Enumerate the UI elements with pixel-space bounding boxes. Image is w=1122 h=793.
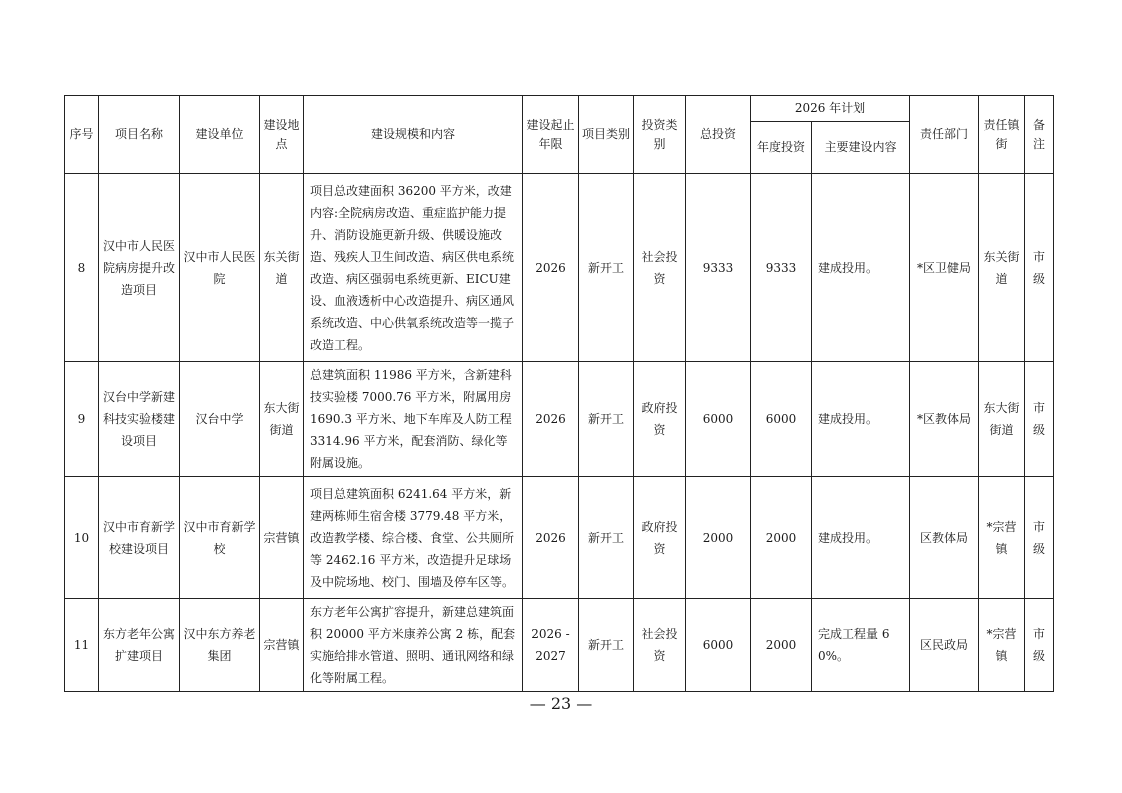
cell-category: 新开工 — [579, 174, 634, 362]
cell-period: 2026 — [523, 362, 579, 477]
cell-location: 东关街道 — [260, 174, 304, 362]
header-remark: 备注 — [1025, 96, 1054, 174]
cell-scale: 项目总建筑面积 6241.64 平方米，新建两栋师生宿舍楼 3779.48 平方米，改造教学楼、综合楼、食堂、公共厕所等 2462.16 平方米，改造提升足球场及中院场地、校门、围墙及停车区等。 — [304, 477, 523, 599]
cell-total-investment: 6000 — [686, 599, 751, 692]
header-scale: 建设规模和内容 — [304, 96, 523, 174]
table-row — [65, 174, 1054, 362]
cell-dept: 区教体局 — [910, 477, 979, 599]
cell-unit: 汉中市人民医院 — [180, 174, 260, 362]
cell-location: 宗营镇 — [260, 599, 304, 692]
header-main-content: 主要建设内容 — [812, 122, 910, 174]
project-table — [64, 95, 1054, 692]
cell-scale: 项目总改建面积 36200 平方米，改建内容:全院病房改造、重症监护能力提升、消防设施更新升级、供暖设施改造、残疾人卫生间改造、病区供电系统改造、病区强弱电系统更新、EICU建设、血液透析中心改造提升、病区通风系统改造、中心供氧系统改造等一揽子改造工程。 — [304, 174, 523, 362]
cell-dept: *区教体局 — [910, 362, 979, 477]
cell-category: 新开工 — [579, 362, 634, 477]
cell-unit: 汉中市育新学校 — [180, 477, 260, 599]
cell-name: 东方老年公寓扩建项目 — [99, 599, 180, 692]
cell-location: 宗营镇 — [260, 477, 304, 599]
header-no: 序号 — [65, 96, 99, 174]
cell-category: 新开工 — [579, 477, 634, 599]
cell-category: 新开工 — [579, 599, 634, 692]
header-annual-investment: 年度投资 — [751, 122, 812, 174]
cell-annual-investment: 2000 — [751, 477, 812, 599]
header-investment-type: 投资类别 — [634, 96, 686, 174]
cell-no: 9 — [65, 362, 99, 477]
cell-period: 2026 — [523, 174, 579, 362]
cell-annual-investment: 2000 — [751, 599, 812, 692]
cell-main-content: 完成工程量 60%。 — [812, 599, 910, 692]
cell-remark: 市级 — [1025, 362, 1054, 477]
cell-investment-type: 政府投资 — [634, 362, 686, 477]
cell-dept: 区民政局 — [910, 599, 979, 692]
header-category: 项目类别 — [579, 96, 634, 174]
cell-period: 2026 — [523, 477, 579, 599]
cell-main-content: 建成投用。 — [812, 362, 910, 477]
cell-name: 汉台中学新建科技实验楼建设项目 — [99, 362, 180, 477]
cell-no: 8 — [65, 174, 99, 362]
table-row — [65, 599, 1054, 692]
cell-investment-type: 社会投资 — [634, 599, 686, 692]
cell-investment-type: 社会投资 — [634, 174, 686, 362]
cell-investment-type: 政府投资 — [634, 477, 686, 599]
header-total-investment: 总投资 — [686, 96, 751, 174]
cell-annual-investment: 9333 — [751, 174, 812, 362]
header-plan: 2026 年计划 — [751, 96, 910, 122]
cell-remark: 市级 — [1025, 599, 1054, 692]
cell-town: 东关街道 — [979, 174, 1025, 362]
table-row — [65, 477, 1054, 599]
cell-unit: 汉台中学 — [180, 362, 260, 477]
cell-name: 汉中市人民医院病房提升改造项目 — [99, 174, 180, 362]
cell-scale: 总建筑面积 11986 平方米，含新建科技实验楼 7000.76 平方米，附属用房 1690.3 平方米、地下车库及人防工程 3314.96 平方米，配套消防、绿化等附属设施。 — [304, 362, 523, 477]
cell-town: *宗营镇 — [979, 477, 1025, 599]
cell-annual-investment: 6000 — [751, 362, 812, 477]
header-period: 建设起止年限 — [523, 96, 579, 174]
cell-no: 10 — [65, 477, 99, 599]
header-name: 项目名称 — [99, 96, 180, 174]
cell-scale: 东方老年公寓扩容提升，新建总建筑面积 20000 平方米康养公寓 2 栋，配套实施给排水管道、照明、通讯网络和绿化等附属工程。 — [304, 599, 523, 692]
table-row — [65, 362, 1054, 477]
header-unit: 建设单位 — [180, 96, 260, 174]
cell-total-investment: 6000 — [686, 362, 751, 477]
cell-location: 东大街街道 — [260, 362, 304, 477]
cell-main-content: 建成投用。 — [812, 174, 910, 362]
cell-period: 2026 - 2027 — [523, 599, 579, 692]
cell-town: 东大街街道 — [979, 362, 1025, 477]
cell-total-investment: 9333 — [686, 174, 751, 362]
header-town: 责任镇街 — [979, 96, 1025, 174]
cell-remark: 市级 — [1025, 477, 1054, 599]
cell-dept: *区卫健局 — [910, 174, 979, 362]
cell-no: 11 — [65, 599, 99, 692]
cell-remark: 市级 — [1025, 174, 1054, 362]
cell-total-investment: 2000 — [686, 477, 751, 599]
page-number: — 23 — — [529, 694, 593, 713]
header-location: 建设地点 — [260, 96, 304, 174]
cell-name: 汉中市育新学校建设项目 — [99, 477, 180, 599]
cell-main-content: 建成投用。 — [812, 477, 910, 599]
cell-unit: 汉中东方养老集团 — [180, 599, 260, 692]
header-dept: 责任部门 — [910, 96, 979, 174]
cell-town: *宗营镇 — [979, 599, 1025, 692]
